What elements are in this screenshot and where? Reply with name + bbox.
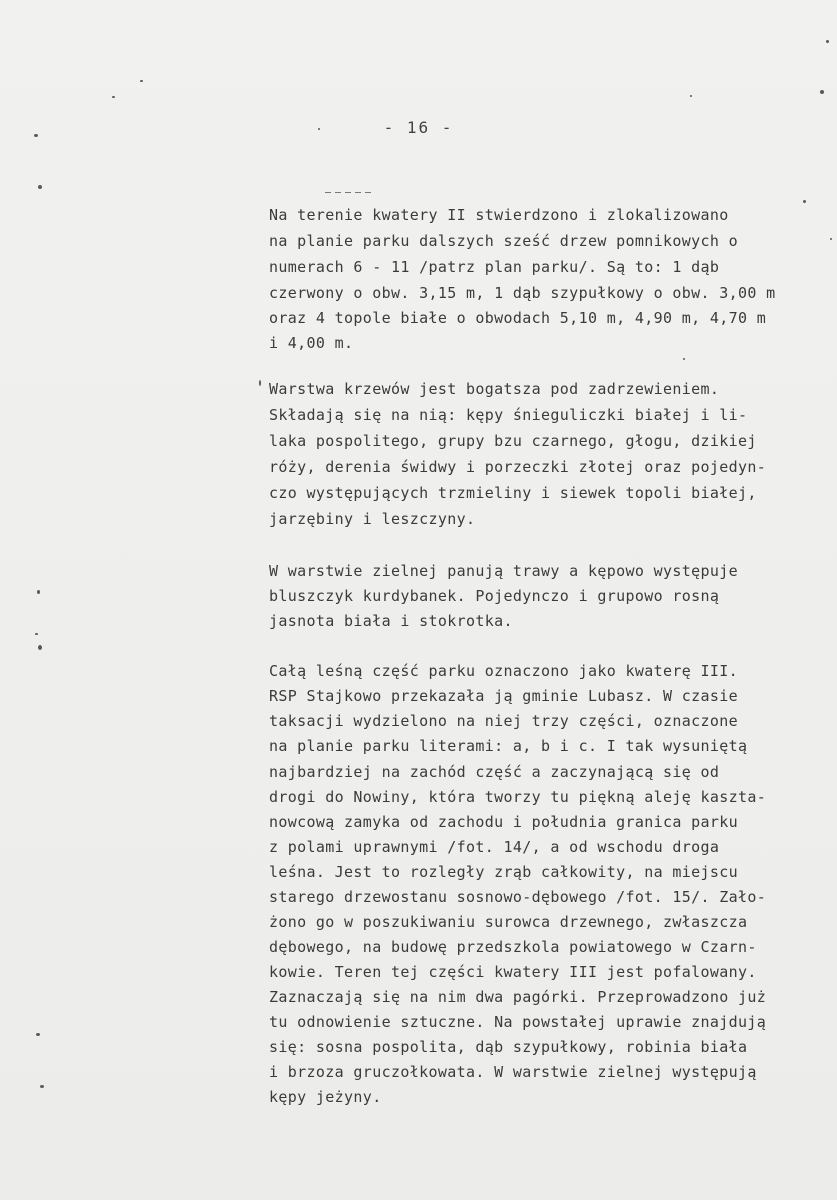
text-line: W warstwie zielnej panują trawy a kępowo występuje: [269, 562, 739, 580]
text-line: czerwony o obw. 3,15 m, 1 dąb szypułkowy o obw. 3,00 m: [269, 284, 776, 302]
scan-artifact: [37, 590, 40, 594]
scan-artifact: [40, 1085, 44, 1088]
text-line: numerach 6 - 11 /patrz plan parku/. Są to: 1 dąb: [269, 258, 720, 276]
text-line: Składają się na nią: kępy śnieguliczki białej i li-: [269, 406, 748, 424]
scan-artifact: [35, 633, 38, 635]
scan-artifact: [683, 358, 685, 360]
scan-artifact: [325, 192, 375, 193]
scan-artifact: [820, 90, 824, 94]
text-line: Zaznaczają się na nim dwa pagórki. Przeprowadzono już: [269, 988, 767, 1006]
scan-artifact: [38, 185, 42, 189]
text-line: żono go w poszukiwaniu surowca drzewnego, zwłaszcza: [269, 913, 748, 931]
scan-artifact: [830, 238, 832, 240]
text-line: z polami uprawnymi /fot. 14/, a od wschodu droga: [269, 838, 720, 856]
text-line: leśna. Jest to rozległy zrąb całkowity, na miejscu: [269, 863, 739, 881]
text-line: tu odnowienie sztuczne. Na powstałej uprawie znajdują: [269, 1013, 767, 1031]
scan-artifact: [803, 200, 806, 203]
text-line: nowcową zamyka od zachodu i południa granica parku: [269, 813, 739, 831]
scan-artifact: [112, 96, 115, 98]
text-line: najbardziej na zachód część a zaczynającą się od: [269, 763, 720, 781]
text-line: Na terenie kwatery II stwierdzono i zlokalizowano: [269, 206, 729, 224]
scan-artifact: [318, 128, 320, 130]
text-line: i brzoza gruczołkowata. W warstwie zielnej występują: [269, 1063, 757, 1081]
scan-artifact: [36, 1033, 40, 1036]
text-line: taksacji wydzielono na niej trzy części, oznaczone: [269, 712, 739, 730]
text-line: Warstwa krzewów jest bogatsza pod zadrzewieniem.: [269, 380, 720, 398]
scan-artifact: [826, 40, 829, 43]
text-line: czo występujących trzmieliny i siewek topoli białej,: [269, 484, 757, 502]
page-number: - 16 -: [383, 118, 454, 137]
text-line: drogi do Nowiny, która tworzy tu piękną aleję kaszta-: [269, 788, 767, 806]
text-line: się: sosna pospolita, dąb szypułkowy, robinia biała: [269, 1038, 748, 1056]
text-line: oraz 4 topole białe o obwodach 5,10 m, 4,90 m, 4,70 m: [269, 309, 767, 327]
text-line: jasnota biała i stokrotka.: [269, 612, 513, 630]
text-line: laka pospolitego, grupy bzu czarnego, głogu, dzikiej: [269, 432, 757, 450]
scan-artifact: [259, 380, 261, 386]
text-line: Całą leśną część parku oznaczono jako kwaterę III.: [269, 662, 739, 680]
text-line: kowie. Teren tej części kwatery III jest pofalowany.: [269, 963, 757, 981]
text-line: kępy jeżyny.: [269, 1088, 382, 1106]
text-line: i 4,00 m.: [269, 334, 354, 352]
scan-artifact: [140, 80, 143, 82]
scan-artifact: [34, 134, 38, 137]
text-line: starego drzewostanu sosnowo-dębowego /fot. 15/. Zało-: [269, 888, 767, 906]
text-line: na planie parku literami: a, b i c. I tak wysuniętą: [269, 737, 748, 755]
text-line: na planie parku dalszych sześć drzew pomnikowych o: [269, 232, 739, 250]
text-line: jarzębiny i leszczyny.: [269, 510, 476, 528]
scan-artifact: [690, 95, 692, 97]
text-line: róży, derenia świdwy i porzeczki złotej oraz pojedyn-: [269, 458, 767, 476]
scan-artifact: [38, 645, 42, 650]
text-line: dębowego, na budowę przedszkola powiatowego w Czarn-: [269, 938, 757, 956]
text-line: RSP Stajkowo przekazała ją gminie Lubasz. W czasie: [269, 687, 739, 705]
text-line: bluszczyk kurdybanek. Pojedynczo i grupowo rosną: [269, 587, 720, 605]
